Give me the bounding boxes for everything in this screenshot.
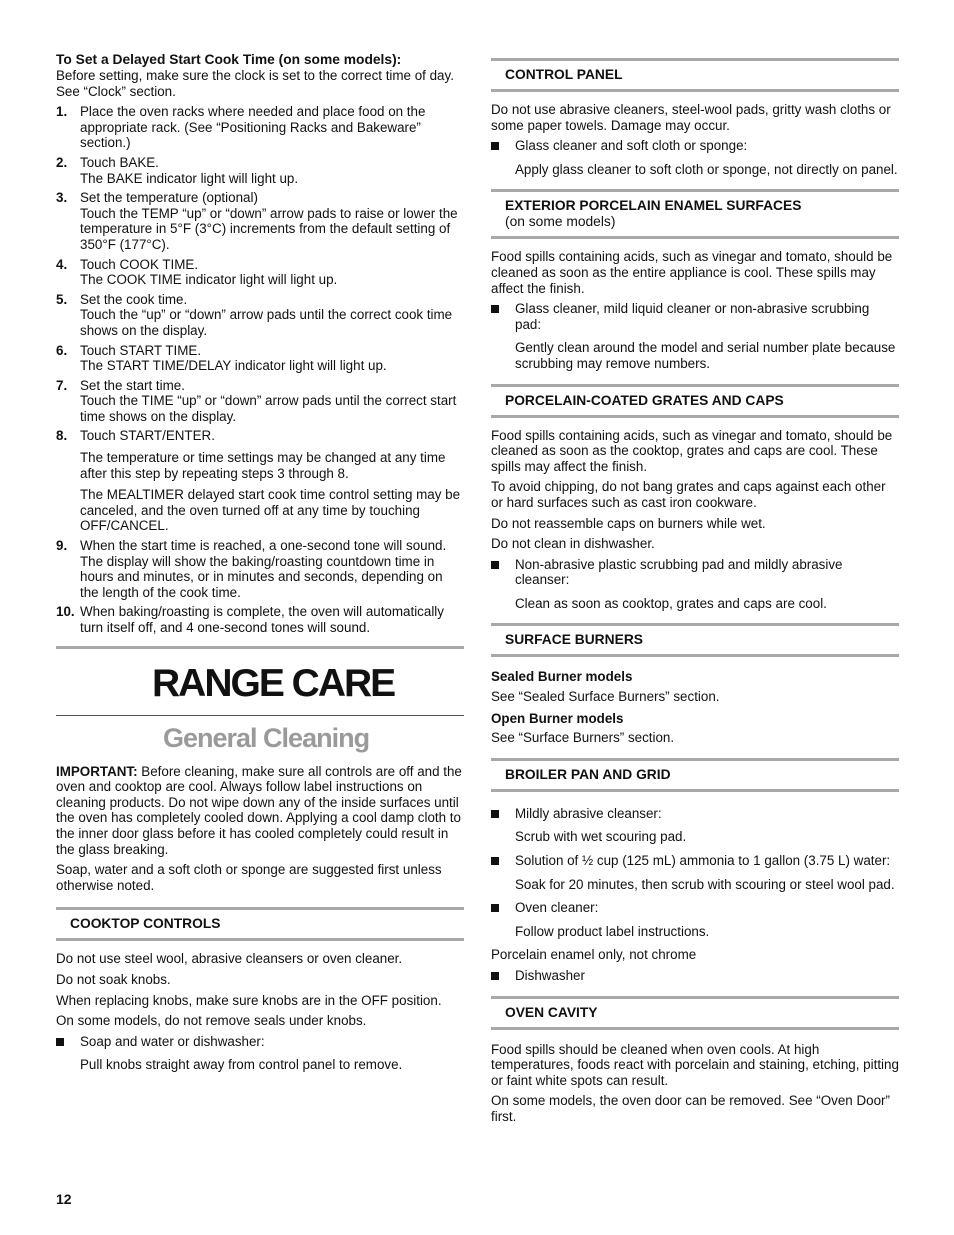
bullet-square-icon [491,142,499,150]
surface-burners-heading: SURFACE BURNERS [491,623,899,657]
control-indent: Apply glass cleaner to soft cloth or sponge, not directly on panel. [515,161,898,177]
grates-p1: Food spills containing acids, such as vinegar and tomato, should be cleaned as soon as the cooktop, grates and caps are cool. These spills may affect the finish. [491,427,893,474]
broiler-indent-2: Soak for 20 minutes, then scrub with scouring or steel wool pad. [515,876,895,892]
exterior-bullet: Glass cleaner, mild liquid cleaner or non-abrasive scrubbing pad: [491,301,899,332]
grates-caps-heading: PORCELAIN-COATED GRATES AND CAPS [491,384,899,418]
broiler-bullet-3: Oven cleaner: [491,900,899,916]
sealed-burner-label: Sealed Burner models [491,669,633,685]
left-column [56,52,464,1078]
delayed-start-heading: To Set a Delayed Start Cook Time (on some models): [56,52,402,67]
step-item: 2. Touch BAKE. The BAKE indicator light will light up. [56,154,299,186]
control-p1: Do not use abrasive cleaners, steel-wool pads, gritty wash cloths or some paper towels. Damage may occur. [491,102,891,133]
control-bullet: Glass cleaner and soft cloth or sponge: [491,138,899,154]
general-cleaning-title: General Cleaning [163,722,370,753]
bullet-square-icon [56,1038,64,1046]
cooktop-p3: When replacing knobs, make sure knobs are in the OFF position. [56,992,442,1008]
broiler-heading: BROILER PAN AND GRID [491,758,899,792]
range-care-section [56,646,464,707]
step-item: 4. Touch COOK TIME. The COOK TIME indicator light will light up. [56,256,338,288]
step-item: 9. When the start time is reached, a one-second tone will sound. The display will show the baking/roasting countdown time in hours and minutes, or in minutes and seconds, depending on the length of the cook time. [56,538,447,600]
grates-p2: To avoid chipping, do not bang grates and caps against each other or hard surfaces such as cast iron cookware. [491,479,886,510]
grates-p4: Do not clean in dishwasher. [491,536,655,552]
cooktop-indent: Pull knobs straight away from control panel to remove. [80,1057,403,1073]
bullet-square-icon [491,810,499,818]
oven-p1: Food spills should be cleaned when oven cools. At high temperatures, foods react with porcelain and staining, etching, pitting or faint white spots can result. [491,1041,899,1088]
important-note: IMPORTANT: Before cleaning, make sure all controls are off and the oven and cooktop are cool. Always follow label instructions on cleaning products. Do not wipe down any of the inside surfaces until the oven has completely cooled down. Applying a cool damp cloth to the inner door glass before it has cooled completely could result in the glass breaking. [56,763,462,857]
bullet-square-icon [491,561,499,569]
oven-p2: On some models, the oven door can be removed. See “Oven Door” first. [491,1093,890,1124]
exterior-indent: Gently clean around the model and serial number plate because scrubbing may remove numbers. [515,340,896,371]
soap-note: Soap, water and a soft cloth or sponge are suggested first unless otherwise noted. [56,862,442,893]
cooktop-bullet: Soap and water or dishwasher: [56,1034,464,1050]
sealed-burner-text: See “Sealed Surface Burners” section. [491,689,720,705]
bullet-square-icon [491,305,499,313]
broiler-porcelain-note: Porcelain enamel only, not chrome [491,947,697,963]
control-panel-heading: CONTROL PANEL [491,58,899,92]
exterior-enamel-heading: EXTERIOR PORCELAIN ENAMEL SURFACES (on some models) [491,189,899,239]
grates-bullet: Non-abrasive plastic scrubbing pad and mildly abrasive cleanser: [491,557,899,588]
range-care-title: RANGE CARE [152,661,395,705]
step-item: 8. Touch START/ENTER. The temperature or time settings may be changed at any time after this step by repeating steps 3 through 8. The MEALTIMER delayed start cook time control setting may be canceled, and the oven turned off at any time by touching OFF/CANCEL. [56,428,461,534]
right-column [491,58,899,1130]
open-burner-text: See “Surface Burners” section. [491,730,675,746]
cooktop-p1: Do not use steel wool, abrasive cleansers or oven cleaner. [56,951,403,967]
broiler-indent-3: Follow product label instructions. [515,923,710,939]
general-cleaning-section [56,715,464,754]
open-burner-label: Open Burner models [491,710,624,726]
steps-list [56,104,464,635]
exterior-p1: Food spills containing acids, such as vinegar and tomato, should be cleaned as soon as the entire appliance is cool. These spills may affect the finish. [491,249,893,296]
step-item: 6. Touch START TIME. The START TIME/DELAY indicator light will light up. [56,342,387,374]
cooktop-controls-heading: COOKTOP CONTROLS [56,907,464,941]
step-item: 3. Set the temperature (optional) Touch the TEMP “up” or “down” arrow pads to raise or lower the temperature in 5°F (3°C) increments from the default setting of 350°F (177°C). [56,190,458,252]
cooktop-p4: On some models, do not remove seals under knobs. [56,1013,367,1029]
broiler-bullet-2: Solution of ½ cup (125 mL) ammonia to 1 gallon (3.75 L) water: [491,853,899,869]
broiler-indent-1: Scrub with wet scouring pad. [515,829,687,845]
bullet-square-icon [491,904,499,912]
delayed-start-intro: Before setting, make sure the clock is set to the correct time of day. See “Clock” section. [56,68,454,99]
step-item: 5. Set the cook time. Touch the “up” or “down” arrow pads until the correct cook time shows on the display. [56,291,453,338]
step-item: 7. Set the start time. Touch the TIME “up” or “down” arrow pads until the correct start time shows on the display. [56,377,457,424]
broiler-bullet-1: Mildly abrasive cleanser: [491,806,899,822]
step-item: 1. Place the oven racks where needed and place food on the appropriate rack. (See “Positioning Racks and Bakeware” section.) [56,104,426,151]
broiler-bullet-4: Dishwasher [491,968,899,984]
bullet-square-icon [491,857,499,865]
oven-cavity-heading: OVEN CAVITY [491,996,899,1030]
grates-p3: Do not reassemble caps on burners while wet. [491,515,766,531]
step-item: 10. When baking/roasting is complete, the oven will automatically turn itself off, and 4 one-second tones will sound. [56,604,444,635]
grates-indent: Clean as soon as cooktop, grates and caps are cool. [515,595,827,611]
bullet-square-icon [491,972,499,980]
cooktop-p2: Do not soak knobs. [56,971,171,987]
page-number: 12 [56,1191,72,1207]
